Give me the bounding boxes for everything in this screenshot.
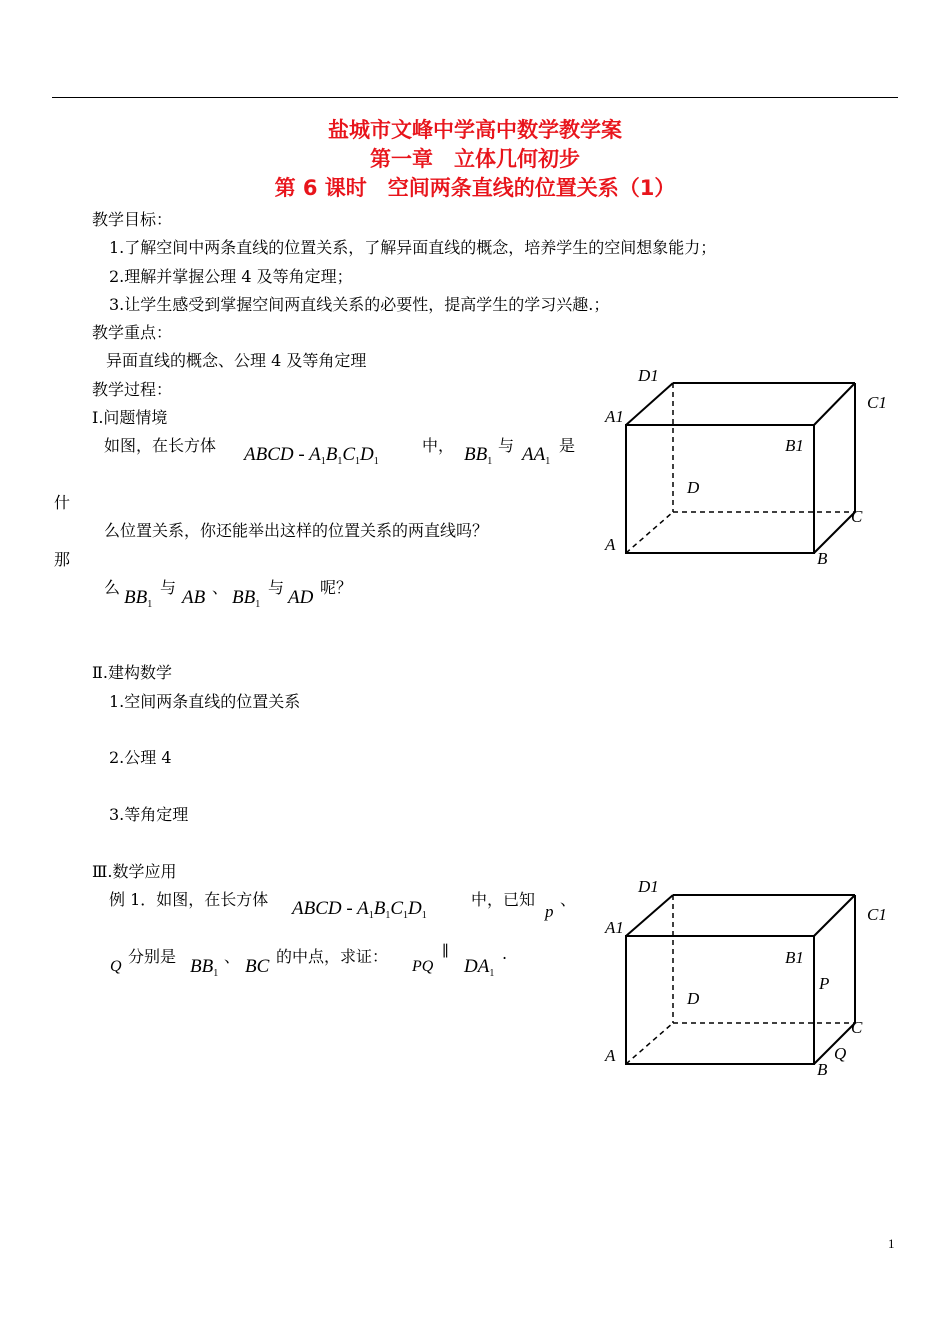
math-p: p (545, 902, 554, 921)
math-bc: BC (245, 956, 270, 977)
vertex-label-c: C (851, 1018, 863, 1037)
math-ad: AD (288, 587, 314, 608)
math-bb1: $BB_1$ (464, 444, 493, 467)
math-pq: PQ (412, 958, 434, 975)
section2-item: 3.等角定理 (109, 805, 189, 824)
math-bb1: $BB_1$ (124, 587, 153, 610)
hidden-edge-a-d (626, 1023, 673, 1064)
objectives-heading: 教学目标： (92, 210, 173, 229)
key-points-content: 异面直线的概念、公理 4 及等角定理 (106, 351, 367, 370)
key-points-heading: 教学重点： (92, 323, 173, 342)
vertex-label-b: B (817, 549, 828, 568)
in-known: 中，已知 (471, 890, 536, 909)
vertex-label-a1: A1 (605, 918, 624, 937)
in-word: 中， (422, 436, 455, 455)
vertex-label-a1: A1 (605, 407, 624, 426)
char-na: 那 (54, 550, 71, 569)
parallel-symbol: ∥ (442, 942, 449, 960)
end-period: . (502, 944, 508, 963)
separator: 、 (224, 947, 241, 966)
vertex-label-b1: B1 (785, 436, 804, 455)
point-label-p: P (819, 974, 830, 993)
edge-b1-c1 (814, 383, 855, 425)
separator: 、 (212, 578, 229, 597)
section1-heading: Ⅰ.问题情境 (92, 408, 168, 427)
cuboid-figure-2 (595, 872, 905, 1082)
char-shen: 什 (54, 493, 71, 512)
math-bb1: $BB_1$ (190, 956, 219, 979)
and-word: 与 (160, 578, 177, 597)
page-number: 1 (888, 1236, 895, 1251)
vertex-label-d1: D1 (638, 877, 659, 896)
header-rule (52, 97, 898, 98)
section1-question: 么位置关系，你还能举出这样的位置关系的两直线吗？ (104, 521, 489, 540)
point-label-q: Q (834, 1044, 847, 1063)
math-bb1: $BB_1$ (232, 587, 261, 610)
cuboid-name: ABCD - $A_1B_1C_1D_1$ (292, 898, 427, 921)
section2-heading: Ⅱ.建构数学 (92, 663, 172, 682)
vertex-label-b: B (817, 1060, 828, 1079)
math-ab: AB (182, 587, 206, 608)
ne-word: 呢？ (320, 578, 353, 597)
vertex-label-b1: B1 (785, 948, 804, 967)
edge-b-c (814, 512, 855, 553)
section3-heading: Ⅲ.数学应用 (92, 862, 177, 881)
respectively-word: 分别是 (128, 947, 177, 966)
document-title: 盐城市文峰中学高中数学教学案 (328, 118, 622, 142)
cuboid-name: ABCD - $A_1B_1C_1D_1$ (244, 444, 379, 467)
and-word: 与 (268, 578, 285, 597)
objective-item: 2.理解并掌握公理 4 及等角定理； (109, 267, 353, 286)
vertex-label-d: D (687, 989, 700, 1008)
separator: 、 (560, 890, 577, 909)
vertex-label-d1: D1 (638, 366, 659, 385)
edge-b1-c1 (814, 895, 855, 936)
section2-item: 2.公理 4 (109, 748, 172, 767)
section2-item: 1.空间两条直线的位置关系 (109, 692, 301, 711)
vertex-label-a: A (605, 535, 616, 554)
vertex-label-c1: C1 (867, 393, 887, 412)
objective-item: 1.了解空间中两条直线的位置关系，了解异面直线的概念，培养学生的空间想象能力； (109, 238, 717, 257)
example-intro: 例 1．如图，在长方体 (109, 890, 269, 909)
and-word: 与 (498, 436, 515, 455)
midpoint-word: 的中点，求证： (276, 947, 389, 966)
math-da1: $DA_1$ (464, 956, 495, 979)
edge-a1-d1 (626, 383, 673, 425)
edge-a1-d1 (626, 895, 673, 936)
is-word: 是 (559, 436, 576, 455)
vertex-label-c1: C1 (867, 905, 887, 924)
hidden-edge-a-d (626, 512, 673, 553)
math-q: Q (110, 958, 122, 975)
char-me: 么 (104, 578, 121, 597)
chapter-title: 第一章 立体几何初步 (370, 147, 580, 171)
math-aa1: $AA_1$ (522, 444, 551, 467)
vertex-label-d: D (687, 478, 700, 497)
section1-intro: 如图，在长方体 (104, 436, 217, 455)
cuboid-figure-1 (595, 360, 905, 575)
vertex-label-c: C (851, 507, 863, 526)
process-heading: 教学过程： (92, 380, 173, 399)
vertex-label-a: A (605, 1046, 616, 1065)
lesson-title: 第 6 课时 空间两条直线的位置关系（1） (274, 176, 676, 200)
objective-item: 3.让学生感受到掌握空间两直线关系的必要性，提高学生的学习兴趣.； (109, 295, 610, 314)
